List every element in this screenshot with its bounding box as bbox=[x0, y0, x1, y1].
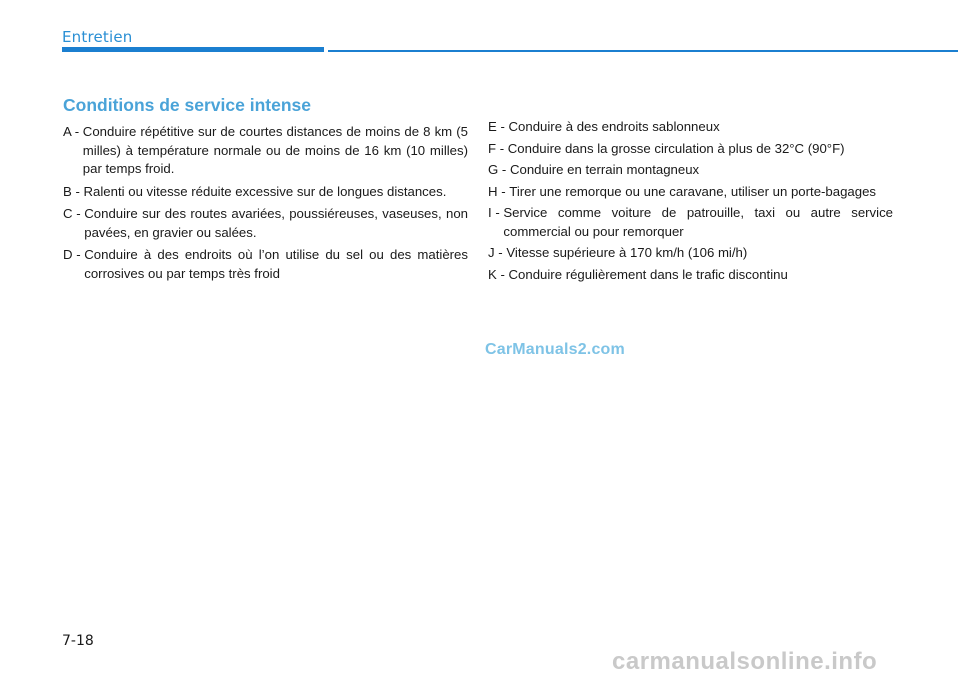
list-item bbox=[63, 123, 468, 179]
item-text: Conduire dans la grosse circulation à plus de 32°C (90°F) bbox=[507, 140, 845, 156]
list-item bbox=[488, 161, 893, 180]
footer-watermark: carmanualsonline.info bbox=[612, 648, 878, 675]
list-item bbox=[488, 266, 893, 285]
item-letter: A - bbox=[63, 124, 83, 139]
item-letter: I - bbox=[488, 205, 504, 220]
item-text: Conduire sur des routes avariées, poussiéreuses, vaseuses, non pavées, en gravier ou salées. bbox=[84, 206, 468, 240]
list-item bbox=[488, 140, 893, 159]
item-text: Conduire à des endroits où l’on utilise du sel ou des matières corrosives ou par temps très froid bbox=[84, 247, 468, 281]
chapter-title: Entretien bbox=[62, 28, 133, 46]
item-text: Conduire à des endroits sablonneux bbox=[508, 119, 720, 134]
page-number: 7-18 bbox=[62, 633, 94, 649]
item-text: Service comme voiture de patrouille, taxi ou autre service commercial ou pour remorquer bbox=[503, 205, 893, 239]
list-item bbox=[63, 246, 468, 283]
list-item bbox=[488, 183, 893, 202]
item-text: Conduire en terrain montagneux bbox=[509, 162, 700, 177]
list-item bbox=[488, 204, 893, 241]
item-letter: G - bbox=[488, 162, 510, 177]
watermark-link[interactable]: CarManuals2.com bbox=[485, 341, 625, 358]
item-letter: C - bbox=[63, 206, 85, 221]
header-rule-thick bbox=[62, 47, 324, 52]
item-letter: E - bbox=[488, 119, 509, 134]
item-letter: J - bbox=[488, 245, 507, 260]
item-letter: D - bbox=[63, 247, 85, 262]
item-letter: H - bbox=[488, 183, 510, 199]
item-letter: K - bbox=[488, 266, 509, 282]
list-item bbox=[63, 205, 468, 242]
right-column bbox=[488, 118, 893, 287]
section-title: Conditions de service intense bbox=[63, 95, 311, 115]
item-text: Conduire régulièrement dans le trafic discontinu bbox=[508, 266, 788, 282]
list-item bbox=[63, 183, 468, 202]
item-letter: B - bbox=[63, 183, 84, 199]
list-item bbox=[488, 244, 893, 263]
item-text: Tirer une remorque ou une caravane, utiliser un porte-bagages bbox=[509, 183, 877, 199]
item-text: Conduire répétitive sur de courtes distances de moins de 8 km (5 milles) à température normale ou de moins de 16 km (10 milles) par temps froid. bbox=[82, 124, 468, 176]
item-letter: F - bbox=[488, 140, 508, 156]
item-text: Vitesse supérieure à 170 km/h (106 mi/h) bbox=[506, 245, 748, 260]
left-column bbox=[63, 123, 468, 287]
list-item bbox=[488, 118, 893, 137]
header-rule-thin bbox=[328, 50, 958, 52]
item-text: Ralenti ou vitesse réduite excessive sur de longues distances. bbox=[83, 183, 447, 199]
